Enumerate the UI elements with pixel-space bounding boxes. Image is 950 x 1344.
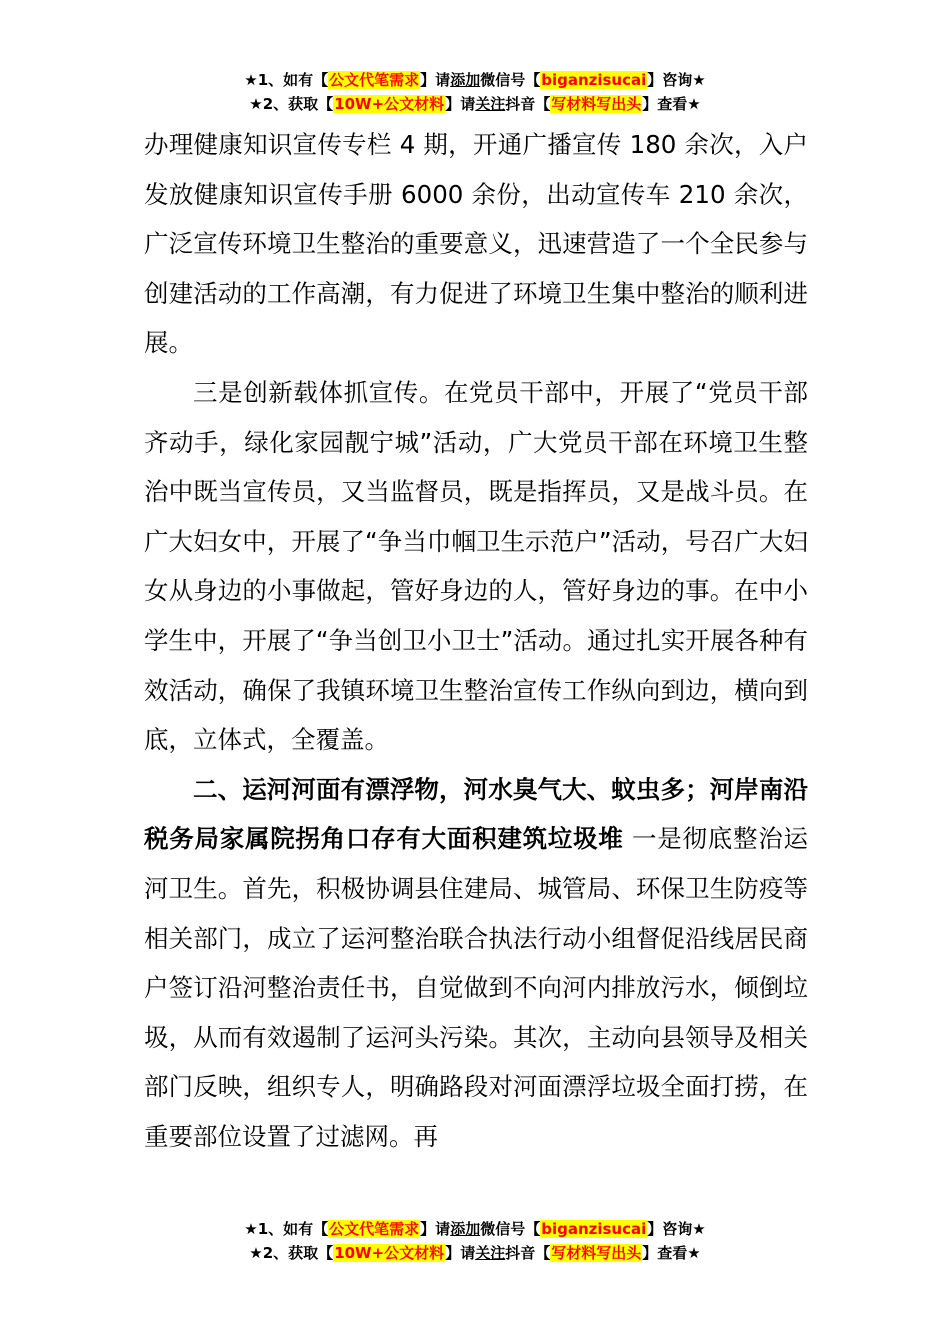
notice-text: 】请 bbox=[420, 1220, 451, 1238]
notice-suffix: 】咨询★ bbox=[647, 1220, 706, 1238]
notice-text: 微信号【 bbox=[480, 1220, 541, 1238]
notice-suffix: 】查看★ bbox=[642, 95, 701, 113]
notice-highlight: 10W+公文材料 bbox=[334, 1244, 445, 1262]
notice-wechat-id: biganzisucai bbox=[541, 71, 647, 89]
document-body bbox=[144, 120, 808, 1161]
notice-underlined-text: 添加 bbox=[450, 71, 481, 89]
notice-douyin-account: 写材料写出头 bbox=[551, 95, 642, 113]
notice-highlight: 公文代笔需求 bbox=[329, 71, 420, 89]
notice-highlight: 10W+公文材料 bbox=[334, 95, 445, 113]
notice-text: 抖音【 bbox=[505, 1244, 551, 1262]
notice-suffix: 】查看★ bbox=[642, 1244, 701, 1262]
section-text: 一是彻底整治运河卫生。首先，积极协调县住建局、城管局、环保卫生防疫等相关部门，成立了运河整治联合执法行动小组督促沿线居民商户签订沿河整治责任书，自觉做到不向河内排放污水，倾倒垃圾，从而有效遏制了运河头污染。其次，主动向县领导及相关部门反映，组织专人，明确路段对河面漂浮垃圾全面打捞，在重要部位设置了过滤网。再 bbox=[144, 824, 808, 1151]
body-paragraph-3 bbox=[144, 765, 808, 1162]
notice-text: 抖音【 bbox=[505, 95, 551, 113]
notice-prefix: ★2、获取【 bbox=[249, 1244, 334, 1262]
notice-prefix: ★2、获取【 bbox=[249, 95, 334, 113]
notice-prefix: ★1、如有【 bbox=[244, 71, 329, 89]
footer-notice-line-2 bbox=[0, 1241, 950, 1265]
notice-text: 】请 bbox=[445, 1244, 476, 1262]
notice-suffix: 】咨询★ bbox=[647, 71, 706, 89]
notice-prefix: ★1、如有【 bbox=[244, 1220, 329, 1238]
body-paragraph-2: 三是创新载体抓宣传。在党员干部中，开展了“党员干部齐动手，绿化家园靓宁城”活动，广大党员干部在环境卫生整治中既当宣传员，又当监督员，既是指挥员，又是战斗员。在广大妇女中，开展了“争当巾帼卫生示范户”活动，号召广大妇女从身边的小事做起，管好身边的人，管好身边的事。在中小学生中，开展了“争当创卫小卫士”活动。通过扎实开展各种有效活动，确保了我镇环境卫生整治宣传工作纵向到边，横向到底，立体式，全覆盖。 bbox=[144, 377, 808, 755]
notice-wechat-id: biganzisucai bbox=[541, 1220, 647, 1238]
notice-underlined-text: 关注 bbox=[475, 95, 506, 113]
notice-text: 微信号【 bbox=[480, 71, 541, 89]
header-notice-line-1 bbox=[0, 68, 950, 92]
body-paragraph-1: 办理健康知识宣传专栏 4 期，开通广播宣传 180 余次，入户发放健康知识宣传手册 6000 余份，出动宣传车 210 余次，广泛宣传环境卫生整治的重要意义，迅速营造了一个全民参与创建活动的工作高潮，有力促进了环境卫生集中整治的顺利进展。 bbox=[144, 130, 808, 358]
section-heading: 二、运河河面有漂浮物，河水臭气大、蚊虫多；河岸南沿税务局家属院拐角口存有大面积建筑垃圾堆 bbox=[144, 774, 808, 854]
notice-underlined-text: 关注 bbox=[475, 1244, 506, 1262]
notice-douyin-account: 写材料写出头 bbox=[551, 1244, 642, 1262]
notice-highlight: 公文代笔需求 bbox=[329, 1220, 420, 1238]
notice-text: 】请 bbox=[445, 95, 476, 113]
notice-text: 】请 bbox=[420, 71, 451, 89]
footer-notice-line-1 bbox=[0, 1217, 950, 1241]
notice-underlined-text: 添加 bbox=[450, 1220, 481, 1238]
header-notice-line-2 bbox=[0, 92, 950, 116]
